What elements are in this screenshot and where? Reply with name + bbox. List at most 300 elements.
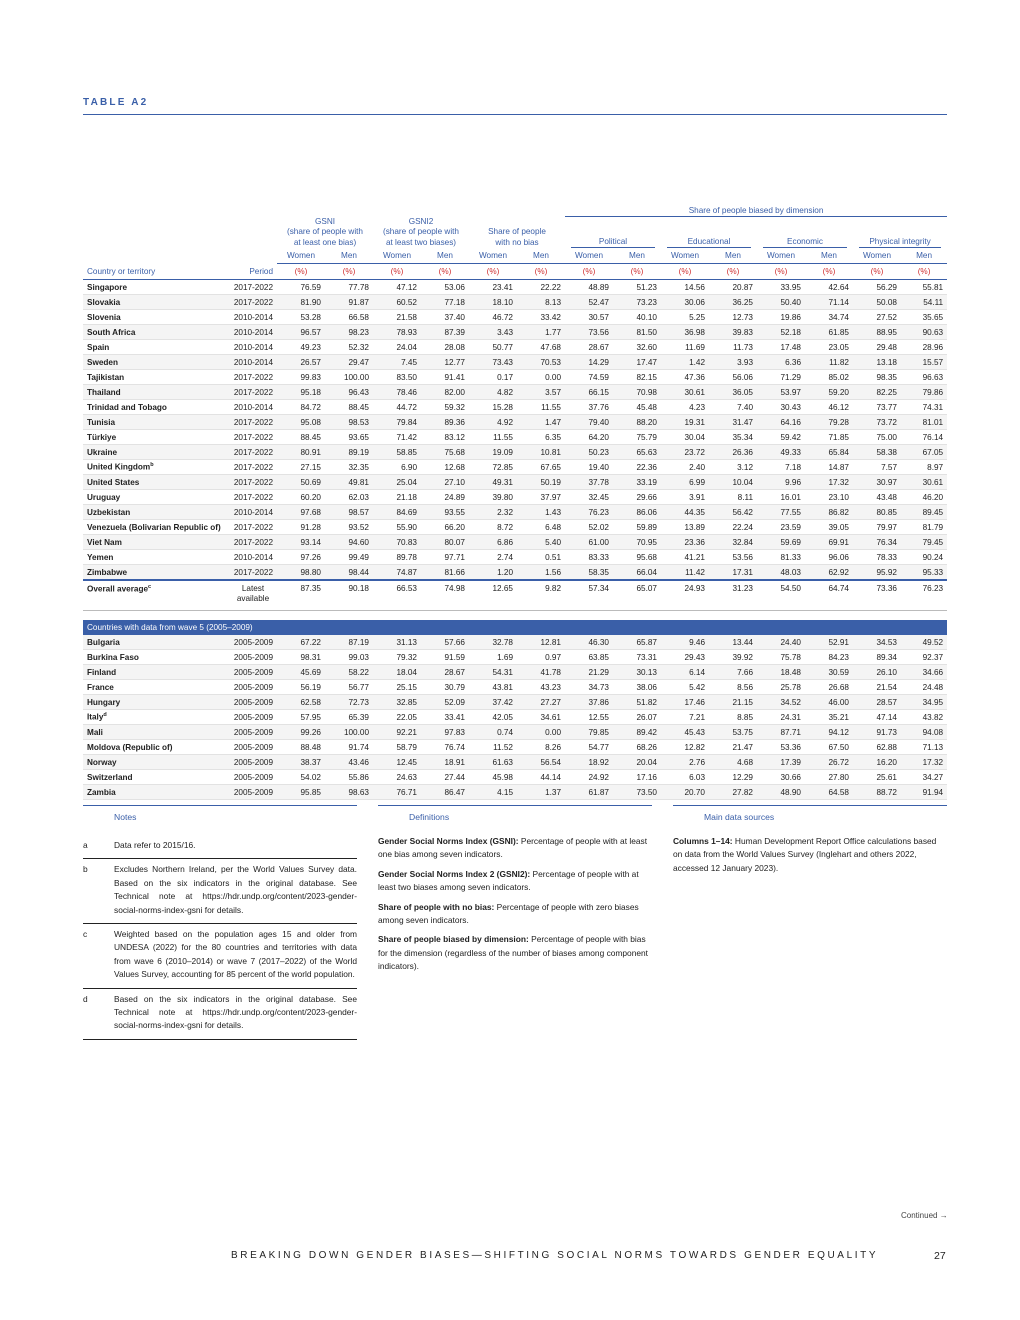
value-cell: 37.78	[565, 475, 613, 490]
period-cell: 2005-2009	[229, 665, 277, 680]
value-cell: 12.65	[469, 580, 517, 611]
value-cell: 2.76	[661, 755, 709, 770]
note-item: c Weighted based on the population ages 15 and older from UNDESA (2022) for the 80 countries and territories with data from wave 6 (2010–2014) or wave 7 (2017–2022) of the World Values Survey, accounting for 85 percent of the world population.	[83, 924, 357, 989]
value-cell: 0.00	[517, 370, 565, 385]
value-cell: 17.31	[709, 565, 757, 581]
period-cell: 2010-2014	[229, 400, 277, 415]
country-column-header: Country or territory	[83, 264, 229, 280]
political-header: Political	[565, 217, 661, 249]
value-cell: 12.68	[421, 460, 469, 475]
value-cell: 29.43	[661, 650, 709, 665]
value-cell: 45.69	[277, 665, 325, 680]
value-cell: 76.23	[901, 580, 947, 611]
unit-label: (%)	[421, 264, 469, 280]
value-cell: 62.92	[805, 565, 853, 581]
value-cell: 11.73	[709, 340, 757, 355]
value-cell: 66.20	[421, 520, 469, 535]
value-cell: 99.03	[325, 650, 373, 665]
value-cell: 5.25	[661, 310, 709, 325]
value-cell: 88.48	[277, 740, 325, 755]
value-cell: 18.91	[421, 755, 469, 770]
value-cell: 89.78	[373, 550, 421, 565]
value-cell: 89.45	[901, 505, 947, 520]
value-cell: 83.12	[421, 430, 469, 445]
value-cell: 96.06	[805, 550, 853, 565]
value-cell: 63.85	[565, 650, 613, 665]
value-cell: 15.28	[469, 400, 517, 415]
value-cell: 12.73	[709, 310, 757, 325]
value-cell: 17.16	[613, 770, 661, 785]
value-cell: 49.81	[325, 475, 373, 490]
value-cell: 39.83	[709, 325, 757, 340]
gsni2-header: GSNI2 (share of people with at least two biases)	[382, 216, 459, 247]
value-cell: 50.08	[853, 295, 901, 310]
men-column-header: Men	[517, 248, 565, 264]
period-cell: 2005-2009	[229, 680, 277, 695]
value-cell: 31.13	[373, 635, 421, 650]
table-row	[83, 310, 947, 325]
value-cell: 44.72	[373, 400, 421, 415]
value-cell: 30.79	[421, 680, 469, 695]
value-cell: 90.18	[325, 580, 373, 611]
value-cell: 86.47	[421, 785, 469, 800]
women-column-header: Women	[757, 248, 805, 264]
period-cell: 2005-2009	[229, 725, 277, 740]
period-cell: 2010-2014	[229, 340, 277, 355]
value-cell: 36.98	[661, 325, 709, 340]
value-cell: 91.28	[277, 520, 325, 535]
value-cell: 1.20	[469, 565, 517, 581]
value-cell: 50.77	[469, 340, 517, 355]
value-cell: 70.95	[613, 535, 661, 550]
men-column-header: Men	[805, 248, 853, 264]
educational-header: Educational	[661, 217, 757, 249]
value-cell: 89.19	[325, 445, 373, 460]
value-cell: 12.55	[565, 710, 613, 725]
value-cell: 73.77	[853, 400, 901, 415]
period-cell: 2017-2022	[229, 370, 277, 385]
country-name: Singapore	[83, 280, 229, 295]
value-cell: 4.23	[661, 400, 709, 415]
value-cell: 84.72	[277, 400, 325, 415]
period-cell: 2005-2009	[229, 695, 277, 710]
value-cell: 47.36	[661, 370, 709, 385]
table-row	[83, 340, 947, 355]
table-row	[83, 370, 947, 385]
value-cell: 8.13	[517, 295, 565, 310]
value-cell: 30.13	[613, 665, 661, 680]
country-name: United Kingdom$^b$	[83, 460, 229, 475]
value-cell: 11.55	[517, 400, 565, 415]
period-cell: 2005-2009	[229, 710, 277, 725]
value-cell: 34.61	[517, 710, 565, 725]
unit-label: (%)	[853, 264, 901, 280]
men-column-header: Men	[421, 248, 469, 264]
table-row	[83, 295, 947, 310]
value-cell: 81.90	[277, 295, 325, 310]
country-name: Slovenia	[83, 310, 229, 325]
value-cell: 80.07	[421, 535, 469, 550]
value-cell: 53.06	[421, 280, 469, 295]
value-cell: 78.33	[853, 550, 901, 565]
value-cell: 37.76	[565, 400, 613, 415]
country-name: Uzbekistan	[83, 505, 229, 520]
country-name: Hungary	[83, 695, 229, 710]
table-row	[83, 710, 947, 725]
value-cell: 62.03	[325, 490, 373, 505]
value-cell: 89.34	[853, 650, 901, 665]
value-cell: 3.57	[517, 385, 565, 400]
period-cell: 2017-2022	[229, 430, 277, 445]
value-cell: 71.29	[757, 370, 805, 385]
value-cell: 52.02	[565, 520, 613, 535]
value-cell: 37.40	[421, 310, 469, 325]
value-cell: 46.72	[469, 310, 517, 325]
value-cell: 14.87	[805, 460, 853, 475]
value-cell: 65.87	[613, 635, 661, 650]
value-cell: 28.57	[853, 695, 901, 710]
value-cell: 26.36	[709, 445, 757, 460]
sex-header-row	[83, 248, 947, 264]
unit-label: (%)	[277, 264, 325, 280]
period-cell: 2010-2014	[229, 325, 277, 340]
value-cell: 1.56	[517, 565, 565, 581]
value-cell: 72.73	[325, 695, 373, 710]
value-cell: 73.31	[613, 650, 661, 665]
value-cell: 19.86	[757, 310, 805, 325]
value-cell: 27.10	[421, 475, 469, 490]
table-row	[83, 430, 947, 445]
value-cell: 46.00	[805, 695, 853, 710]
value-cell: 6.86	[469, 535, 517, 550]
value-cell: 50.40	[757, 295, 805, 310]
value-cell: 48.89	[565, 280, 613, 295]
unit-label: (%)	[709, 264, 757, 280]
value-cell: 57.34	[565, 580, 613, 611]
value-cell: 22.36	[613, 460, 661, 475]
notes-section	[83, 805, 357, 1040]
value-cell: 15.57	[901, 355, 947, 370]
value-cell: 23.10	[805, 490, 853, 505]
value-cell: 58.85	[373, 445, 421, 460]
value-cell: 21.58	[373, 310, 421, 325]
value-cell: 46.20	[901, 490, 947, 505]
note-item: d Based on the six indicators in the original database. See Technical note at https://hdr.undp.org/content/2023-gender-social-norms-index-gsni for details.	[83, 989, 357, 1040]
table-row	[83, 415, 947, 430]
country-name: Italy$^d$	[83, 710, 229, 725]
value-cell: 6.14	[661, 665, 709, 680]
physical-header: Physical integrity	[853, 217, 947, 249]
value-cell: 75.79	[613, 430, 661, 445]
value-cell: 23.59	[757, 520, 805, 535]
period-cell: 2017-2022	[229, 415, 277, 430]
value-cell: 25.78	[757, 680, 805, 695]
value-cell: 19.09	[469, 445, 517, 460]
value-cell: 0.97	[517, 650, 565, 665]
value-cell: 74.59	[565, 370, 613, 385]
country-name: Mali	[83, 725, 229, 740]
unit-label: (%)	[325, 264, 373, 280]
value-cell: 19.31	[661, 415, 709, 430]
value-cell: 46.30	[565, 635, 613, 650]
value-cell: 11.42	[661, 565, 709, 581]
value-cell: 96.63	[901, 370, 947, 385]
men-column-header: Men	[325, 248, 373, 264]
value-cell: 29.66	[613, 490, 661, 505]
value-cell: 34.73	[565, 680, 613, 695]
value-cell: 93.14	[277, 535, 325, 550]
value-cell: 49.52	[901, 635, 947, 650]
value-cell: 8.56	[709, 680, 757, 695]
value-cell: 100.00	[325, 725, 373, 740]
value-cell: 81.79	[901, 520, 947, 535]
value-cell: 86.82	[805, 505, 853, 520]
value-cell: 53.56	[709, 550, 757, 565]
value-cell: 99.26	[277, 725, 325, 740]
table-row	[83, 550, 947, 565]
value-cell: 86.06	[613, 505, 661, 520]
value-cell: 95.33	[901, 565, 947, 581]
value-cell: 77.55	[757, 505, 805, 520]
value-cell: 32.85	[373, 695, 421, 710]
value-cell: 17.32	[805, 475, 853, 490]
value-cell: 36.05	[709, 385, 757, 400]
value-cell: 3.93	[709, 355, 757, 370]
table-row	[83, 740, 947, 755]
value-cell: 31.23	[709, 580, 757, 611]
value-cell: 27.44	[421, 770, 469, 785]
value-cell: 9.82	[517, 580, 565, 611]
value-cell: 24.92	[565, 770, 613, 785]
value-cell: 76.74	[421, 740, 469, 755]
value-cell: 53.97	[757, 385, 805, 400]
definitions-title: Definitions	[378, 805, 652, 835]
unit-label: (%)	[373, 264, 421, 280]
value-cell: 5.42	[661, 680, 709, 695]
value-cell: 80.91	[277, 445, 325, 460]
table-row	[83, 770, 947, 785]
country-name: Norway	[83, 755, 229, 770]
definition-item: Gender Social Norms Index 2 (GSNI2): Percentage of people with at least two biases among seven indicators.	[378, 868, 639, 893]
value-cell: 18.04	[373, 665, 421, 680]
value-cell: 0.00	[517, 725, 565, 740]
sources-section	[673, 805, 947, 881]
definition-item: Share of people with no bias: Percentage of people with zero biases among seven indicators.	[378, 901, 639, 926]
value-cell: 52.32	[325, 340, 373, 355]
country-name: Viet Nam	[83, 535, 229, 550]
value-cell: 91.74	[325, 740, 373, 755]
value-cell: 54.31	[469, 665, 517, 680]
country-name: Moldova (Republic of)	[83, 740, 229, 755]
value-cell: 41.78	[517, 665, 565, 680]
value-cell: 17.46	[661, 695, 709, 710]
value-cell: 24.89	[421, 490, 469, 505]
value-cell: 56.29	[853, 280, 901, 295]
unit-label: (%)	[469, 264, 517, 280]
value-cell: 70.98	[613, 385, 661, 400]
value-cell: 37.97	[517, 490, 565, 505]
value-cell: 80.85	[853, 505, 901, 520]
value-cell: 64.16	[757, 415, 805, 430]
value-cell: 87.71	[757, 725, 805, 740]
value-cell: 88.45	[325, 400, 373, 415]
value-cell: 59.42	[757, 430, 805, 445]
value-cell: 94.08	[901, 725, 947, 740]
value-cell: 96.57	[277, 325, 325, 340]
value-cell: 97.26	[277, 550, 325, 565]
value-cell: 98.23	[325, 325, 373, 340]
value-cell: 49.23	[277, 340, 325, 355]
value-cell: 7.66	[709, 665, 757, 680]
value-cell: 6.03	[661, 770, 709, 785]
note-item: b Excludes Northern Ireland, per the World Values Survey data. Based on the six indicators in the original database. See Technical note at https://hdr.undp.org/content/2023-gender-social-norms-index-gsni for details.	[83, 859, 357, 924]
value-cell: 58.22	[325, 665, 373, 680]
value-cell: 1.43	[517, 505, 565, 520]
value-cell: 34.66	[901, 665, 947, 680]
period-cell: 2010-2014	[229, 550, 277, 565]
value-cell: 97.71	[421, 550, 469, 565]
value-cell: 34.27	[901, 770, 947, 785]
value-cell: 65.39	[325, 710, 373, 725]
period-cell: 2017-2022	[229, 520, 277, 535]
value-cell: 95.08	[277, 415, 325, 430]
unit-label: (%)	[661, 264, 709, 280]
value-cell: 7.21	[661, 710, 709, 725]
value-cell: 49.33	[757, 445, 805, 460]
value-cell: 43.81	[469, 680, 517, 695]
country-name: Tunisia	[83, 415, 229, 430]
value-cell: 71.85	[805, 430, 853, 445]
value-cell: 76.14	[901, 430, 947, 445]
value-cell: 87.39	[421, 325, 469, 340]
value-cell: 70.53	[517, 355, 565, 370]
value-cell: 44.35	[661, 505, 709, 520]
value-cell: 33.42	[517, 310, 565, 325]
value-cell: 28.67	[421, 665, 469, 680]
value-cell: 34.95	[901, 695, 947, 710]
men-column-header: Men	[901, 248, 947, 264]
value-cell: 2.40	[661, 460, 709, 475]
value-cell: 82.15	[613, 370, 661, 385]
value-cell: 67.22	[277, 635, 325, 650]
value-cell: 13.44	[709, 635, 757, 650]
value-cell: 27.15	[277, 460, 325, 475]
value-cell: 88.20	[613, 415, 661, 430]
value-cell: 24.63	[373, 770, 421, 785]
country-name: Trinidad and Tobago	[83, 400, 229, 415]
value-cell: 30.61	[661, 385, 709, 400]
period-cell: 2010-2014	[229, 505, 277, 520]
value-cell: 59.89	[613, 520, 661, 535]
country-name: Burkina Faso	[83, 650, 229, 665]
period-cell: 2017-2022	[229, 385, 277, 400]
value-cell: 10.04	[709, 475, 757, 490]
value-cell: 83.33	[565, 550, 613, 565]
value-cell: 66.58	[325, 310, 373, 325]
value-cell: 8.85	[709, 710, 757, 725]
value-cell: 22.22	[517, 280, 565, 295]
country-name: Tajikistan	[83, 370, 229, 385]
value-cell: 39.05	[805, 520, 853, 535]
sources-title: Main data sources	[673, 805, 947, 835]
value-cell: 93.52	[325, 520, 373, 535]
value-cell: 84.23	[805, 650, 853, 665]
women-column-header: Women	[469, 248, 517, 264]
value-cell: 75.00	[853, 430, 901, 445]
country-name: Yemen	[83, 550, 229, 565]
table-row	[83, 755, 947, 770]
value-cell: 35.21	[805, 710, 853, 725]
women-column-header: Women	[277, 248, 325, 264]
value-cell: 78.46	[373, 385, 421, 400]
definitions-section	[378, 805, 652, 980]
value-cell: 32.84	[709, 535, 757, 550]
value-cell: 22.05	[373, 710, 421, 725]
value-cell: 41.21	[661, 550, 709, 565]
period-cell: 2017-2022	[229, 280, 277, 295]
value-cell: 98.31	[277, 650, 325, 665]
value-cell: 3.43	[469, 325, 517, 340]
value-cell: 21.47	[709, 740, 757, 755]
value-cell: 79.28	[805, 415, 853, 430]
value-cell: 59.69	[757, 535, 805, 550]
country-name: Zambia	[83, 785, 229, 800]
value-cell: 57.66	[421, 635, 469, 650]
table-row	[83, 280, 947, 295]
value-cell: 61.85	[805, 325, 853, 340]
value-cell: 61.00	[565, 535, 613, 550]
value-cell: 1.37	[517, 785, 565, 800]
value-cell: 30.57	[565, 310, 613, 325]
unit-label: (%)	[901, 264, 947, 280]
gsni-header: GSNI (share of people with at least one bias)	[286, 216, 363, 247]
value-cell: 46.12	[805, 400, 853, 415]
table-row	[83, 695, 947, 710]
value-cell: 94.60	[325, 535, 373, 550]
value-cell: 34.52	[757, 695, 805, 710]
value-cell: 59.20	[805, 385, 853, 400]
value-cell: 53.75	[709, 725, 757, 740]
period-cell: 2005-2009	[229, 650, 277, 665]
value-cell: 1.47	[517, 415, 565, 430]
table-row	[83, 680, 947, 695]
value-cell: 91.41	[421, 370, 469, 385]
value-cell: 82.00	[421, 385, 469, 400]
value-cell: 26.07	[613, 710, 661, 725]
value-cell: 12.82	[661, 740, 709, 755]
value-cell: 59.32	[421, 400, 469, 415]
value-cell: 17.48	[757, 340, 805, 355]
country-name: Finland	[83, 665, 229, 680]
table-row	[83, 535, 947, 550]
value-cell: 92.37	[901, 650, 947, 665]
value-cell: 30.66	[757, 770, 805, 785]
table-row	[83, 665, 947, 680]
value-cell: 51.23	[613, 280, 661, 295]
value-cell: 11.52	[469, 740, 517, 755]
value-cell: 89.42	[613, 725, 661, 740]
value-cell: 20.87	[709, 280, 757, 295]
value-cell: 8.26	[517, 740, 565, 755]
value-cell: 7.40	[709, 400, 757, 415]
value-cell: 76.34	[853, 535, 901, 550]
value-cell: 24.31	[757, 710, 805, 725]
value-cell: 90.24	[901, 550, 947, 565]
value-cell: 32.35	[325, 460, 373, 475]
value-cell: 95.68	[613, 550, 661, 565]
value-cell: 17.47	[613, 355, 661, 370]
value-cell: 71.42	[373, 430, 421, 445]
